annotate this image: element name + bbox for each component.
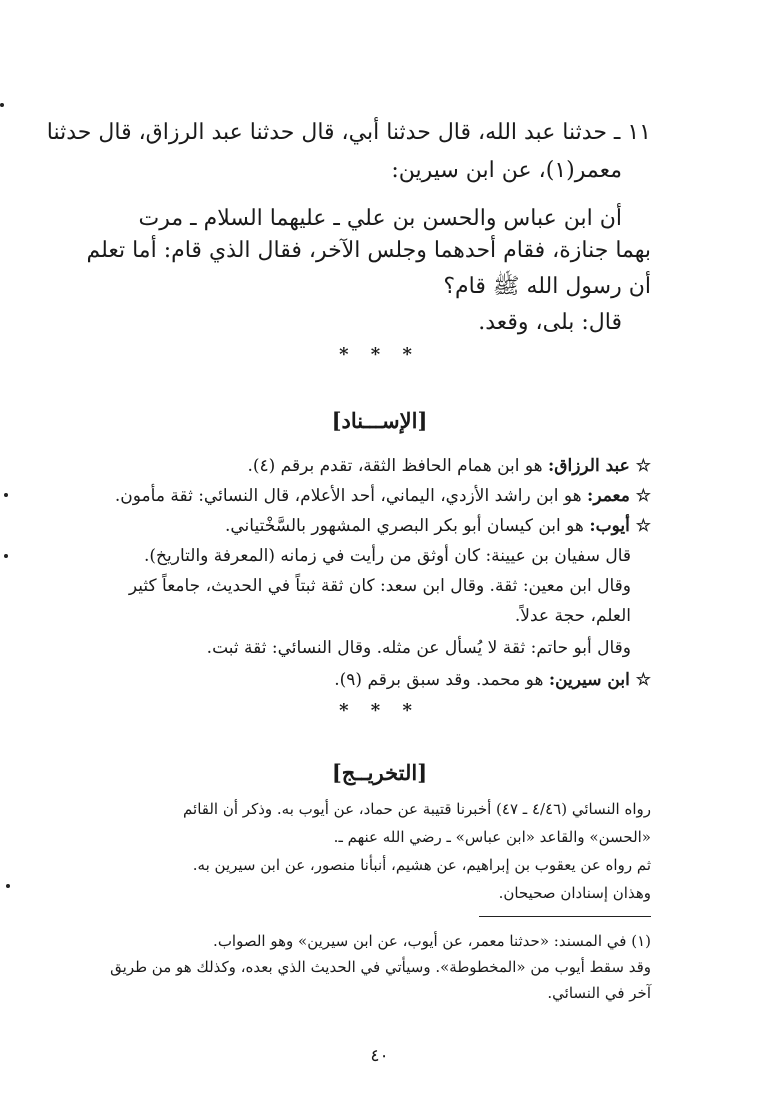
narrator-name: ☆ معمر: bbox=[587, 486, 651, 506]
scan-speck bbox=[4, 554, 8, 558]
isnad-line-2 bbox=[115, 484, 651, 508]
takhrij-line-4: وهذان إسنادان صحيحان. bbox=[498, 884, 651, 902]
narrator-note: هو ابن راشد الأزدي، اليماني، أحد الأعلام، قال النسائي: ثقة مأمون. bbox=[114, 486, 588, 506]
scan-speck bbox=[6, 884, 10, 888]
footnote-divider bbox=[479, 916, 651, 917]
narrator-name: ☆ عبد الرزاق: bbox=[548, 456, 651, 476]
footnote-line-3: آخر في النسائي. bbox=[547, 984, 651, 1002]
isnad-line-7: وقال أبو حاتم: ثقة لا يُسأل عن مثله. وقال النسائي: ثقة ثبت. bbox=[206, 638, 631, 658]
isnad-title: [الإســـناد] bbox=[331, 408, 428, 433]
narrator-name: ☆ أيوب: bbox=[589, 516, 651, 536]
hadith-line-6: قال: بلى، وقعد. bbox=[478, 310, 622, 335]
isnad-line-5: وقال ابن معين: ثقة. وقال ابن سعد: كان ثقة ثبتاً في الحديث، جامعاً كثير bbox=[128, 576, 631, 596]
takhrij-line-2: «الحسن» والقاعد «ابن عباس» ـ رضي الله عنهم ـ. bbox=[333, 828, 651, 846]
isnad-line-8 bbox=[334, 668, 651, 692]
section-separator: * * * bbox=[339, 344, 420, 365]
isnad-line-1 bbox=[247, 454, 651, 478]
takhrij-title: [التخريــج] bbox=[331, 760, 428, 785]
narrator-name: ☆ ابن سيرين: bbox=[548, 670, 651, 690]
isnad-line-3 bbox=[225, 514, 651, 538]
page-number: ٤٠ bbox=[370, 1046, 389, 1066]
hadith-line-1: ١١ ـ حدثنا عبد الله، قال حدثنا أبي، قال حدثنا عبد الرزاق، قال حدثنا bbox=[46, 120, 651, 145]
footnote-line-2: وقد سقط أيوب من «المخطوطة». وسيأتي في الحديث الذي بعده، وكذلك هو من طريق bbox=[110, 958, 651, 976]
hadith-line-5: أن رسول الله ﷺ قام؟ bbox=[443, 274, 651, 299]
takhrij-line-3: ثم رواه عن يعقوب بن إبراهيم، عن هشيم، أنبأنا منصور، عن ابن سيرين به. bbox=[192, 856, 651, 874]
scan-speck bbox=[4, 493, 8, 497]
takhrij-line-1: رواه النسائي (٤/٤٦ ـ ٤٧) أخبرنا قتيبة عن حماد، عن أيوب به. وذكر أن القائم bbox=[183, 800, 651, 818]
isnad-line-4: قال سفيان بن عيينة: كان أوثق من رأيت في زمانه (المعرفة والتاريخ). bbox=[144, 546, 631, 566]
narrator-note: هو ابن همام الحافظ الثقة، تقدم برقم (٤). bbox=[247, 456, 549, 476]
hadith-line-2: معمر(١)، عن ابن سيرين: bbox=[391, 158, 622, 183]
isnad-line-6: العلم، حجة عدلاً. bbox=[514, 606, 631, 626]
hadith-line-3: أن ابن عباس والحسن بن علي ـ عليهما السلام ـ مرت bbox=[138, 206, 622, 231]
scan-speck bbox=[0, 103, 4, 107]
footnote-line-1: (١) في المسند: «حدثنا معمر، عن أيوب، عن ابن سيرين» وهو الصواب. bbox=[213, 932, 651, 950]
section-separator: * * * bbox=[339, 700, 420, 721]
hadith-line-4: بهما جنازة، فقام أحدهما وجلس الآخر، فقال الذي قام: أما تعلم bbox=[86, 238, 651, 263]
narrator-note: هو ابن كيسان أبو بكر البصري المشهور بالسَّخْتياني. bbox=[224, 516, 590, 536]
narrator-note: هو محمد. وقد سبق برقم (٩). bbox=[334, 670, 549, 690]
